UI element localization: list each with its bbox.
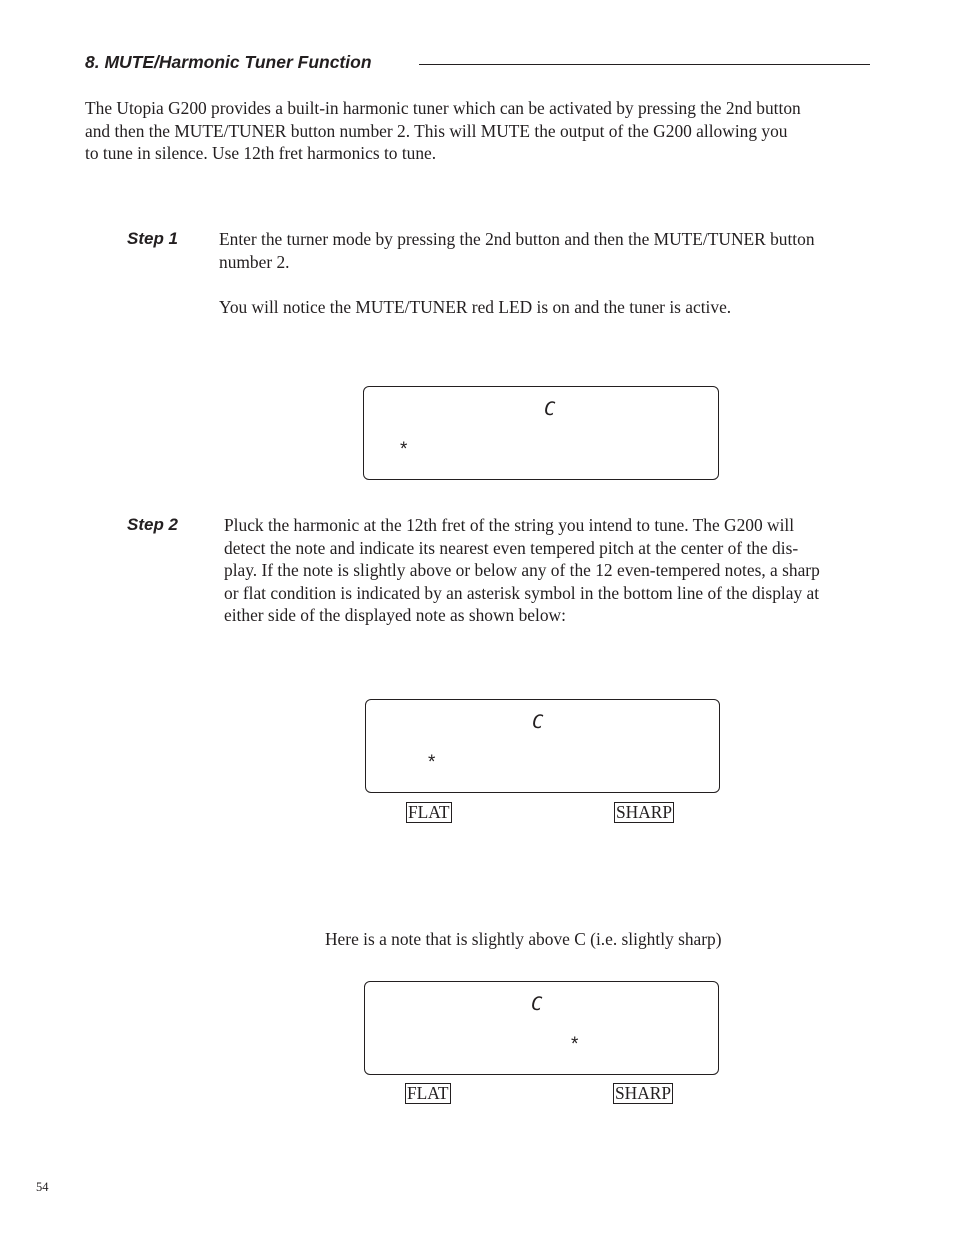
step2-line: detect the note and indicate its nearest even tempered pitch at the center of the dis-: [224, 537, 799, 558]
sharp-label: SHARP: [615, 1083, 672, 1103]
intro-line: and then the MUTE/TUNER button number 2. This will MUTE the output of the G200 allowing you: [85, 120, 788, 141]
display-asterisk: *: [571, 1034, 579, 1055]
step2-line: either side of the displayed note as shown below:: [224, 605, 566, 625]
sharp-example-caption: Here is a note that is slightly above C (i.e. slightly sharp): [325, 929, 722, 949]
display-note: C: [544, 398, 556, 420]
step2-label: Step 2: [127, 515, 179, 534]
step2-line: or flat condition is indicated by an asterisk symbol in the bottom line of the display at: [224, 582, 820, 603]
sharp-label: SHARP: [616, 802, 673, 822]
step2-paragraph: [224, 514, 884, 627]
section-title: 8. MUTE/Harmonic Tuner Function: [85, 52, 372, 72]
tuner-display-flat: [365, 699, 720, 793]
intro-paragraph: [85, 97, 875, 165]
display-asterisk: *: [400, 439, 408, 460]
step2-line: play. If the note is slightly above or below any of the 12 even-tempered notes, a sharp: [224, 560, 820, 580]
step1-line: Enter the turner mode by pressing the 2nd button and then the MUTE/TUNER button: [219, 229, 815, 249]
display-note: C: [531, 993, 543, 1015]
flat-label: FLAT: [407, 1083, 449, 1103]
step1-label: Step 1: [127, 229, 179, 248]
flat-label: FLAT: [408, 802, 450, 822]
title-rule: [419, 64, 870, 65]
display-note: C: [532, 711, 544, 733]
tuner-display-sharp: [364, 981, 719, 1075]
display-asterisk: *: [428, 752, 436, 773]
step2-line: Pluck the harmonic at the 12th fret of the string you intend to tune. The G200 will: [224, 515, 795, 535]
step1-line: number 2.: [219, 251, 290, 272]
step1-note: You will notice the MUTE/TUNER red LED is on and the tuner is active.: [219, 297, 732, 317]
tuner-display-active: [363, 386, 719, 480]
step1-paragraph: [219, 228, 879, 273]
intro-line: The Utopia G200 provides a built-in harmonic tuner which can be activated by pressing the 2nd button: [85, 98, 801, 118]
page-number: 54: [36, 1180, 49, 1194]
intro-line: to tune in silence. Use 12th fret harmonics to tune.: [85, 143, 437, 163]
